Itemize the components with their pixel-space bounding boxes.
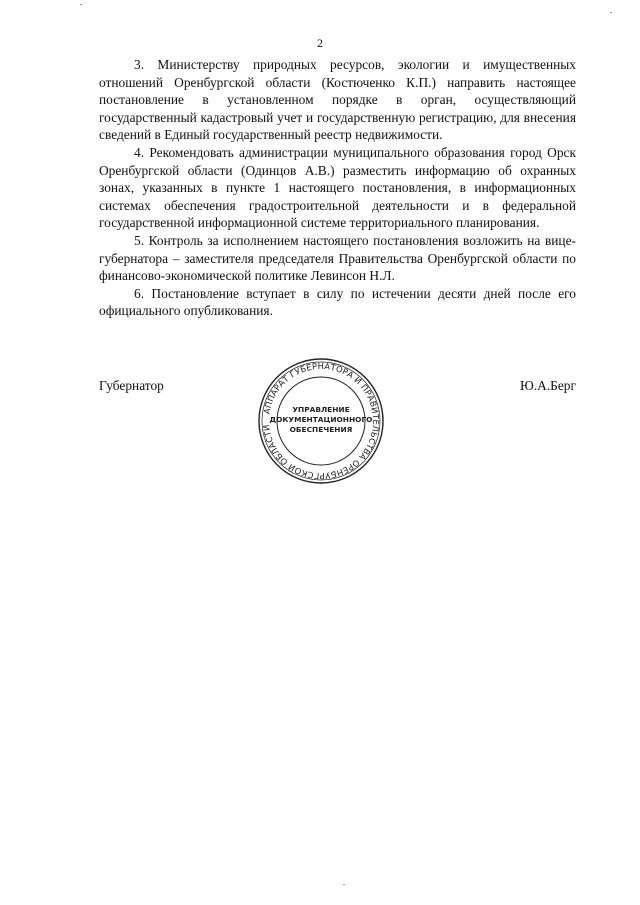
signatory-title: Губернатор: [99, 378, 164, 393]
stamp-center-line-3: ОБЕСПЕЧЕНИЯ: [289, 425, 353, 434]
scan-speck: [343, 884, 345, 885]
stamp-ring-text: АППАРАТ ГУБЕРНАТОРА И ПРАВИТЕЛЬСТВА ОРЕНБУРГСКОЙ ОБЛАСТИ: [261, 360, 382, 482]
official-seal-stamp: [256, 356, 386, 486]
paragraph-4: 4. Рекомендовать администрации муниципального образования город Орск Оренбургской области (Одинцов А.В.) разместить информацию об охранных зонах, указанных в пункте 1 настоящего постановления, в информационных системах обеспечения градостроительной деятельности и в федеральной государственной информационной системе территориального планирования.: [99, 144, 576, 231]
paragraph-5: 5. Контроль за исполнением настоящего постановления возложить на вице-губернатора – заместителя председателя Правительства Оренбургской области по финансово-экономической политике Левинсон Н.Л.: [99, 232, 576, 284]
stamp-center-line-2: ДОКУМЕНТАЦИОННОГО: [269, 415, 373, 424]
document-body: [99, 56, 576, 320]
signature-block: [99, 360, 576, 482]
paragraph-6: 6. Постановление вступает в силу по истечении десяти дней после его официального опубликования.: [99, 285, 576, 319]
signatory-name: Ю.А.Берг: [520, 378, 576, 393]
page-number: 2: [317, 36, 323, 50]
paragraph-3: 3. Министерству природных ресурсов, экологии и имущественных отношений Оренбургской области (Костюченко К.П.) направить настоящее постановление в установленном порядке в орган, осуществляющий государственный кадастровый учет и государственную регистрацию, для внесения сведений в Единый государственный реестр недвижимости.: [99, 57, 576, 143]
scan-speck: [80, 4, 82, 5]
stamp-center-line-1: УПРАВЛЕНИЕ: [292, 405, 350, 414]
scan-speck: [610, 12, 612, 13]
